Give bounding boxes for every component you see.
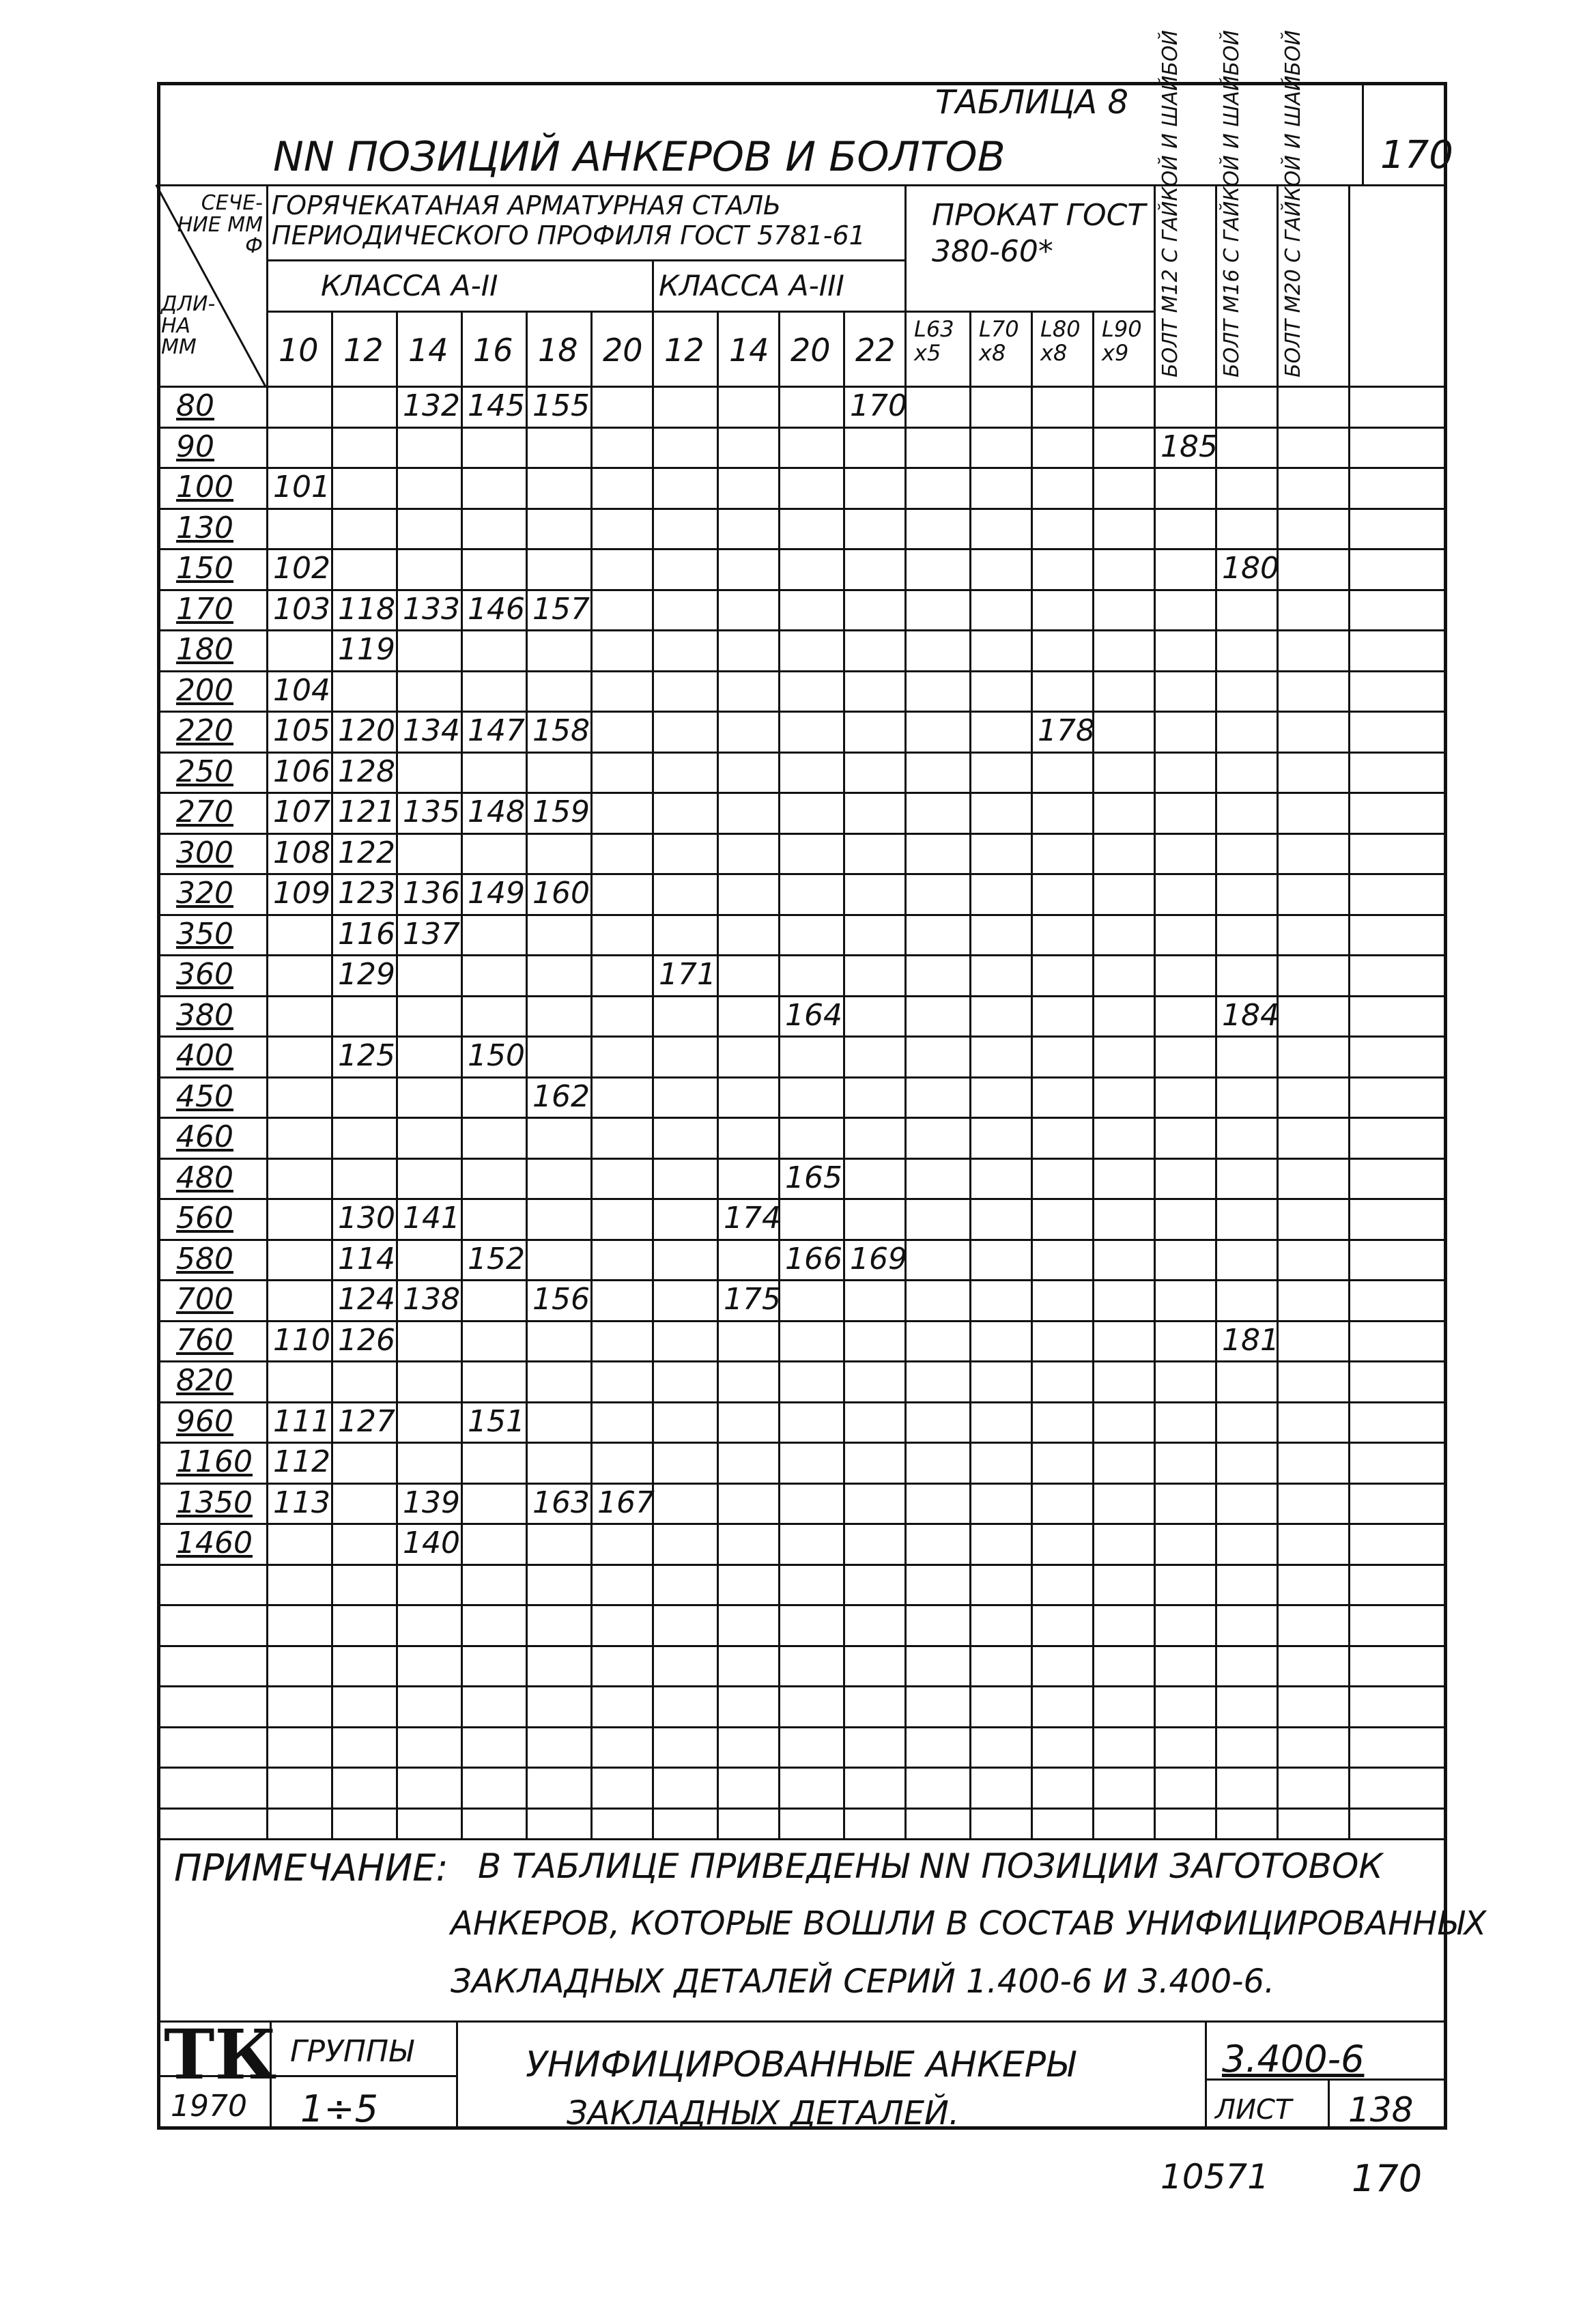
table-cell-position: 120 xyxy=(338,713,395,748)
column-line xyxy=(1348,184,1350,1838)
table-cell-position: 152 xyxy=(468,1241,525,1276)
row-length-label: 360 xyxy=(176,957,233,992)
sheet-divider xyxy=(1328,2079,1330,2130)
row-line xyxy=(157,1076,1447,1079)
row-line xyxy=(157,1726,1447,1728)
grid-top-line xyxy=(157,386,1447,388)
row-line xyxy=(157,1564,1447,1566)
table-cell-position: 124 xyxy=(338,1282,395,1317)
row-length-label: 480 xyxy=(176,1160,233,1195)
row-line xyxy=(157,1117,1447,1119)
table-cell-position: 184 xyxy=(1222,997,1279,1033)
document-name-line-2: ЗАКЛАДНЫХ ДЕТАЛЕЙ. xyxy=(567,2094,960,2132)
row-line xyxy=(157,467,1447,469)
note-line-2: АНКЕРОВ, КОТОРЫЕ ВОШЛИ В СОСТАВ УНИФИЦИРОВАННЫХ xyxy=(451,1904,1487,1943)
table-cell-position: 178 xyxy=(1038,713,1095,748)
row-line xyxy=(157,1604,1447,1606)
table-title: NN ПОЗИЦИЙ АНКЕРОВ И БОЛТОВ xyxy=(273,133,1006,181)
header-line-rolled xyxy=(904,311,1154,313)
diameter-header: 16 xyxy=(473,332,513,369)
column-line xyxy=(396,311,398,1838)
diameter-header: 20 xyxy=(790,332,831,369)
row-length-label: 450 xyxy=(176,1079,233,1114)
table-cell-position: 166 xyxy=(785,1241,842,1276)
table-cell-position: 158 xyxy=(532,713,590,748)
table-cell-position: 165 xyxy=(785,1160,842,1195)
row-length-label: 200 xyxy=(176,672,233,708)
diameter-header: 12 xyxy=(343,332,384,369)
table-cell-position: 163 xyxy=(532,1485,590,1520)
row-line xyxy=(157,508,1447,510)
row-line xyxy=(157,914,1447,916)
row-line xyxy=(157,954,1447,956)
table-cell-position: 137 xyxy=(403,916,460,952)
row-line xyxy=(157,548,1447,550)
row-length-label: 1160 xyxy=(176,1444,253,1479)
table-cell-position: 127 xyxy=(338,1403,395,1439)
column-line xyxy=(526,311,528,1838)
row-line xyxy=(157,1401,1447,1403)
row-length-label: 270 xyxy=(176,795,233,829)
footer-left-number: 10571 xyxy=(1160,2157,1270,2197)
row-line xyxy=(157,1645,1447,1647)
row-line xyxy=(157,1360,1447,1362)
header-line-group xyxy=(266,259,904,261)
table-cell-position: 106 xyxy=(273,754,330,789)
sheet-label: ЛИСТ xyxy=(1215,2094,1292,2126)
table-cell-position: 175 xyxy=(724,1282,781,1317)
angle-header: L90 x9 xyxy=(1102,316,1142,367)
sheet-number: 138 xyxy=(1348,2090,1414,2130)
column-line xyxy=(331,311,333,1838)
row-length-label: 580 xyxy=(176,1241,233,1276)
table-cell-position: 139 xyxy=(403,1485,460,1520)
row-line xyxy=(157,1320,1447,1322)
diameter-header: 22 xyxy=(855,332,896,369)
row-length-label: 180 xyxy=(176,632,233,667)
table-cell-position: 181 xyxy=(1222,1322,1279,1358)
groups-value: 1÷5 xyxy=(300,2087,378,2130)
table-cell-position: 146 xyxy=(468,591,525,627)
table-cell-position: 151 xyxy=(468,1403,525,1439)
table-cell-position: 104 xyxy=(273,672,330,708)
table-cell-position: 109 xyxy=(273,876,330,911)
row-line xyxy=(157,670,1447,672)
table-cell-position: 171 xyxy=(659,957,716,992)
corner-length-label: ДЛИ-НА ММ xyxy=(161,292,216,359)
table-cell-position: 149 xyxy=(468,876,525,911)
row-length-label: 80 xyxy=(176,388,214,423)
row-length-label: 90 xyxy=(176,429,214,464)
table-cell-position: 156 xyxy=(532,1282,590,1317)
row-length-label: 400 xyxy=(176,1038,233,1073)
diameter-header: 20 xyxy=(603,332,643,369)
table-cell-position: 134 xyxy=(403,713,460,748)
row-length-label: 760 xyxy=(176,1322,233,1358)
table-cell-position: 133 xyxy=(403,591,460,627)
note-line-3: ЗАКЛАДНЫХ ДЕТАЛЕЙ СЕРИЙ 1.400-6 И 3.400-6. xyxy=(451,1962,1275,2001)
column-line xyxy=(266,184,268,1838)
table-cell-position: 122 xyxy=(338,835,395,870)
table-cell-position: 148 xyxy=(468,795,525,829)
row-length-label: 100 xyxy=(176,470,233,504)
table-cell-position: 118 xyxy=(338,591,395,627)
table-cell-position: 107 xyxy=(273,795,330,829)
row-line xyxy=(157,1158,1447,1160)
row-line xyxy=(157,1239,1447,1241)
table-cell-position: 116 xyxy=(338,916,395,952)
column-line xyxy=(843,311,845,1838)
row-line xyxy=(157,792,1447,794)
table-cell-position: 145 xyxy=(468,388,525,423)
bolt-header: БОЛТ М20 С ГАЙКОЙ И ШАЙБОЙ xyxy=(1281,30,1305,377)
bolt-header: БОЛТ М12 С ГАЙКОЙ И ШАЙБОЙ xyxy=(1158,30,1182,377)
row-length-label: 130 xyxy=(176,510,233,545)
table-cell-position: 167 xyxy=(597,1485,655,1520)
table-cell-position: 130 xyxy=(338,1201,395,1235)
class-a3-label: КЛАССА А-III xyxy=(659,269,844,302)
column-line xyxy=(1092,311,1094,1838)
row-line xyxy=(157,1198,1447,1200)
table-cell-position: 162 xyxy=(532,1079,590,1114)
table-cell-position: 119 xyxy=(338,632,395,667)
row-line xyxy=(157,752,1447,754)
row-line xyxy=(157,1442,1447,1444)
row-length-label: 960 xyxy=(176,1403,233,1439)
bolt-header: БОЛТ М16 С ГАЙКОЙ И ШАЙБОЙ xyxy=(1220,30,1244,377)
column-line xyxy=(1031,311,1033,1838)
table-cell-position: 110 xyxy=(273,1322,330,1358)
row-line xyxy=(157,589,1447,591)
table-cell-position: 180 xyxy=(1222,551,1279,586)
table-cell-position: 114 xyxy=(338,1241,395,1276)
row-line xyxy=(157,427,1447,429)
table-cell-position: 164 xyxy=(785,997,842,1033)
table-cell-position: 159 xyxy=(532,795,590,829)
row-length-label: 250 xyxy=(176,754,233,789)
note-line-1: В ТАБЛИЦЕ ПРИВЕДЕНЫ NN ПОЗИЦИИ ЗАГОТОВОК xyxy=(478,1846,1383,1886)
table-cell-position: 113 xyxy=(273,1485,330,1520)
tk-logo: ТК xyxy=(164,2014,277,2095)
table-cell-position: 135 xyxy=(403,795,460,829)
note-label: ПРИМЕЧАНИЕ: xyxy=(174,1846,448,1889)
row-length-label: 820 xyxy=(176,1363,233,1398)
table-cell-position: 170 xyxy=(850,388,907,423)
row-length-label: 460 xyxy=(176,1119,233,1154)
title-block-div-2 xyxy=(456,2020,458,2130)
table-cell-position: 103 xyxy=(273,591,330,627)
table-cell-position: 150 xyxy=(468,1038,525,1073)
table-cell-position: 102 xyxy=(273,551,330,586)
table-cell-position: 108 xyxy=(273,835,330,870)
table-cell-position: 123 xyxy=(338,876,395,911)
table-cell-position: 157 xyxy=(532,591,590,627)
row-line xyxy=(157,711,1447,713)
footer-right-number: 170 xyxy=(1352,2157,1423,2200)
column-line xyxy=(652,259,654,1838)
row-length-label: 1460 xyxy=(176,1526,253,1560)
row-line xyxy=(157,1035,1447,1038)
column-line xyxy=(461,311,463,1838)
row-line xyxy=(157,873,1447,875)
row-line xyxy=(157,1483,1447,1485)
document-name-line-1: УНИФИЦИРОВАННЫЕ АНКЕРЫ xyxy=(526,2044,1075,2085)
diameter-header: 18 xyxy=(538,332,578,369)
row-line xyxy=(157,1523,1447,1525)
groups-label: ГРУППЫ xyxy=(290,2034,414,2069)
table-cell-position: 129 xyxy=(338,957,395,992)
row-line xyxy=(157,1685,1447,1687)
angle-header: L80 x8 xyxy=(1040,316,1081,367)
series-number: 3.400-6 xyxy=(1222,2038,1365,2081)
angle-header: L63 x5 xyxy=(914,316,954,367)
table-cell-position: 160 xyxy=(532,876,590,911)
row-line xyxy=(157,833,1447,835)
row-length-label: 300 xyxy=(176,835,233,870)
row-line xyxy=(157,629,1447,631)
page-box-divider xyxy=(1362,82,1364,184)
table-cell-position: 155 xyxy=(532,388,590,423)
table-cell-position: 125 xyxy=(338,1038,395,1073)
table-cell-position: 105 xyxy=(273,713,330,748)
table-cell-position: 141 xyxy=(403,1201,460,1235)
table-cell-position: 111 xyxy=(273,1403,330,1439)
row-length-label: 1350 xyxy=(176,1485,253,1520)
table-cell-position: 174 xyxy=(724,1201,781,1235)
angle-header: L70 x8 xyxy=(979,316,1019,367)
class-a2-label: КЛАССА А-II xyxy=(321,269,498,302)
table-cell-position: 132 xyxy=(403,388,460,423)
header-bottom-line xyxy=(157,184,1447,186)
title-block-top-line xyxy=(157,2020,1447,2023)
table-cell-position: 169 xyxy=(850,1241,907,1276)
year: 1970 xyxy=(171,2089,247,2124)
column-line xyxy=(969,311,971,1838)
page-box-number: 170 xyxy=(1380,133,1453,177)
corner-section-label: СЕЧЕ-НИЕ ММ Ф xyxy=(177,191,263,258)
row-line xyxy=(157,995,1447,997)
row-length-label: 350 xyxy=(176,916,233,952)
rolled-group-label: ПРОКАТ ГОСТ 380-60* xyxy=(932,198,1146,269)
table-cell-position: 140 xyxy=(403,1526,460,1560)
table-cell-position: 112 xyxy=(273,1444,330,1479)
diameter-header: 12 xyxy=(664,332,704,369)
rebar-group-label: ГОРЯЧЕКАТАНАЯ АРМАТУРНАЯ СТАЛЬ ПЕРИОДИЧЕСКОГО ПРОФИЛЯ ГОСТ 5781-61 xyxy=(272,190,866,251)
note-top-line xyxy=(157,1838,1447,1840)
column-line xyxy=(904,184,907,1838)
column-line xyxy=(778,311,780,1838)
row-length-label: 220 xyxy=(176,713,233,748)
column-line xyxy=(717,311,719,1838)
table-cell-position: 128 xyxy=(338,754,395,789)
table-label: ТАБЛИЦА 8 xyxy=(935,83,1128,122)
title-block-div-3 xyxy=(1205,2020,1207,2130)
diameter-header: 10 xyxy=(279,332,319,369)
row-line xyxy=(157,1279,1447,1281)
table-cell-position: 147 xyxy=(468,713,525,748)
row-length-label: 150 xyxy=(176,551,233,586)
row-length-label: 560 xyxy=(176,1201,233,1235)
table-cell-position: 101 xyxy=(273,470,330,504)
table-cell-position: 185 xyxy=(1160,429,1218,464)
table-cell-position: 126 xyxy=(338,1322,395,1358)
column-line xyxy=(590,311,593,1838)
table-cell-position: 136 xyxy=(403,876,460,911)
table-cell-position: 138 xyxy=(403,1282,460,1317)
diameter-header: 14 xyxy=(729,332,769,369)
column-line xyxy=(1154,184,1156,1838)
drawing-frame xyxy=(157,82,1447,2130)
row-line xyxy=(157,1767,1447,1769)
row-length-label: 170 xyxy=(176,591,233,627)
row-length-label: 700 xyxy=(176,1282,233,1317)
row-line xyxy=(157,1808,1447,1810)
row-length-label: 320 xyxy=(176,876,233,911)
row-length-label: 380 xyxy=(176,997,233,1033)
diameter-header: 14 xyxy=(408,332,448,369)
header-line-class xyxy=(266,311,904,313)
table-cell-position: 121 xyxy=(338,795,395,829)
